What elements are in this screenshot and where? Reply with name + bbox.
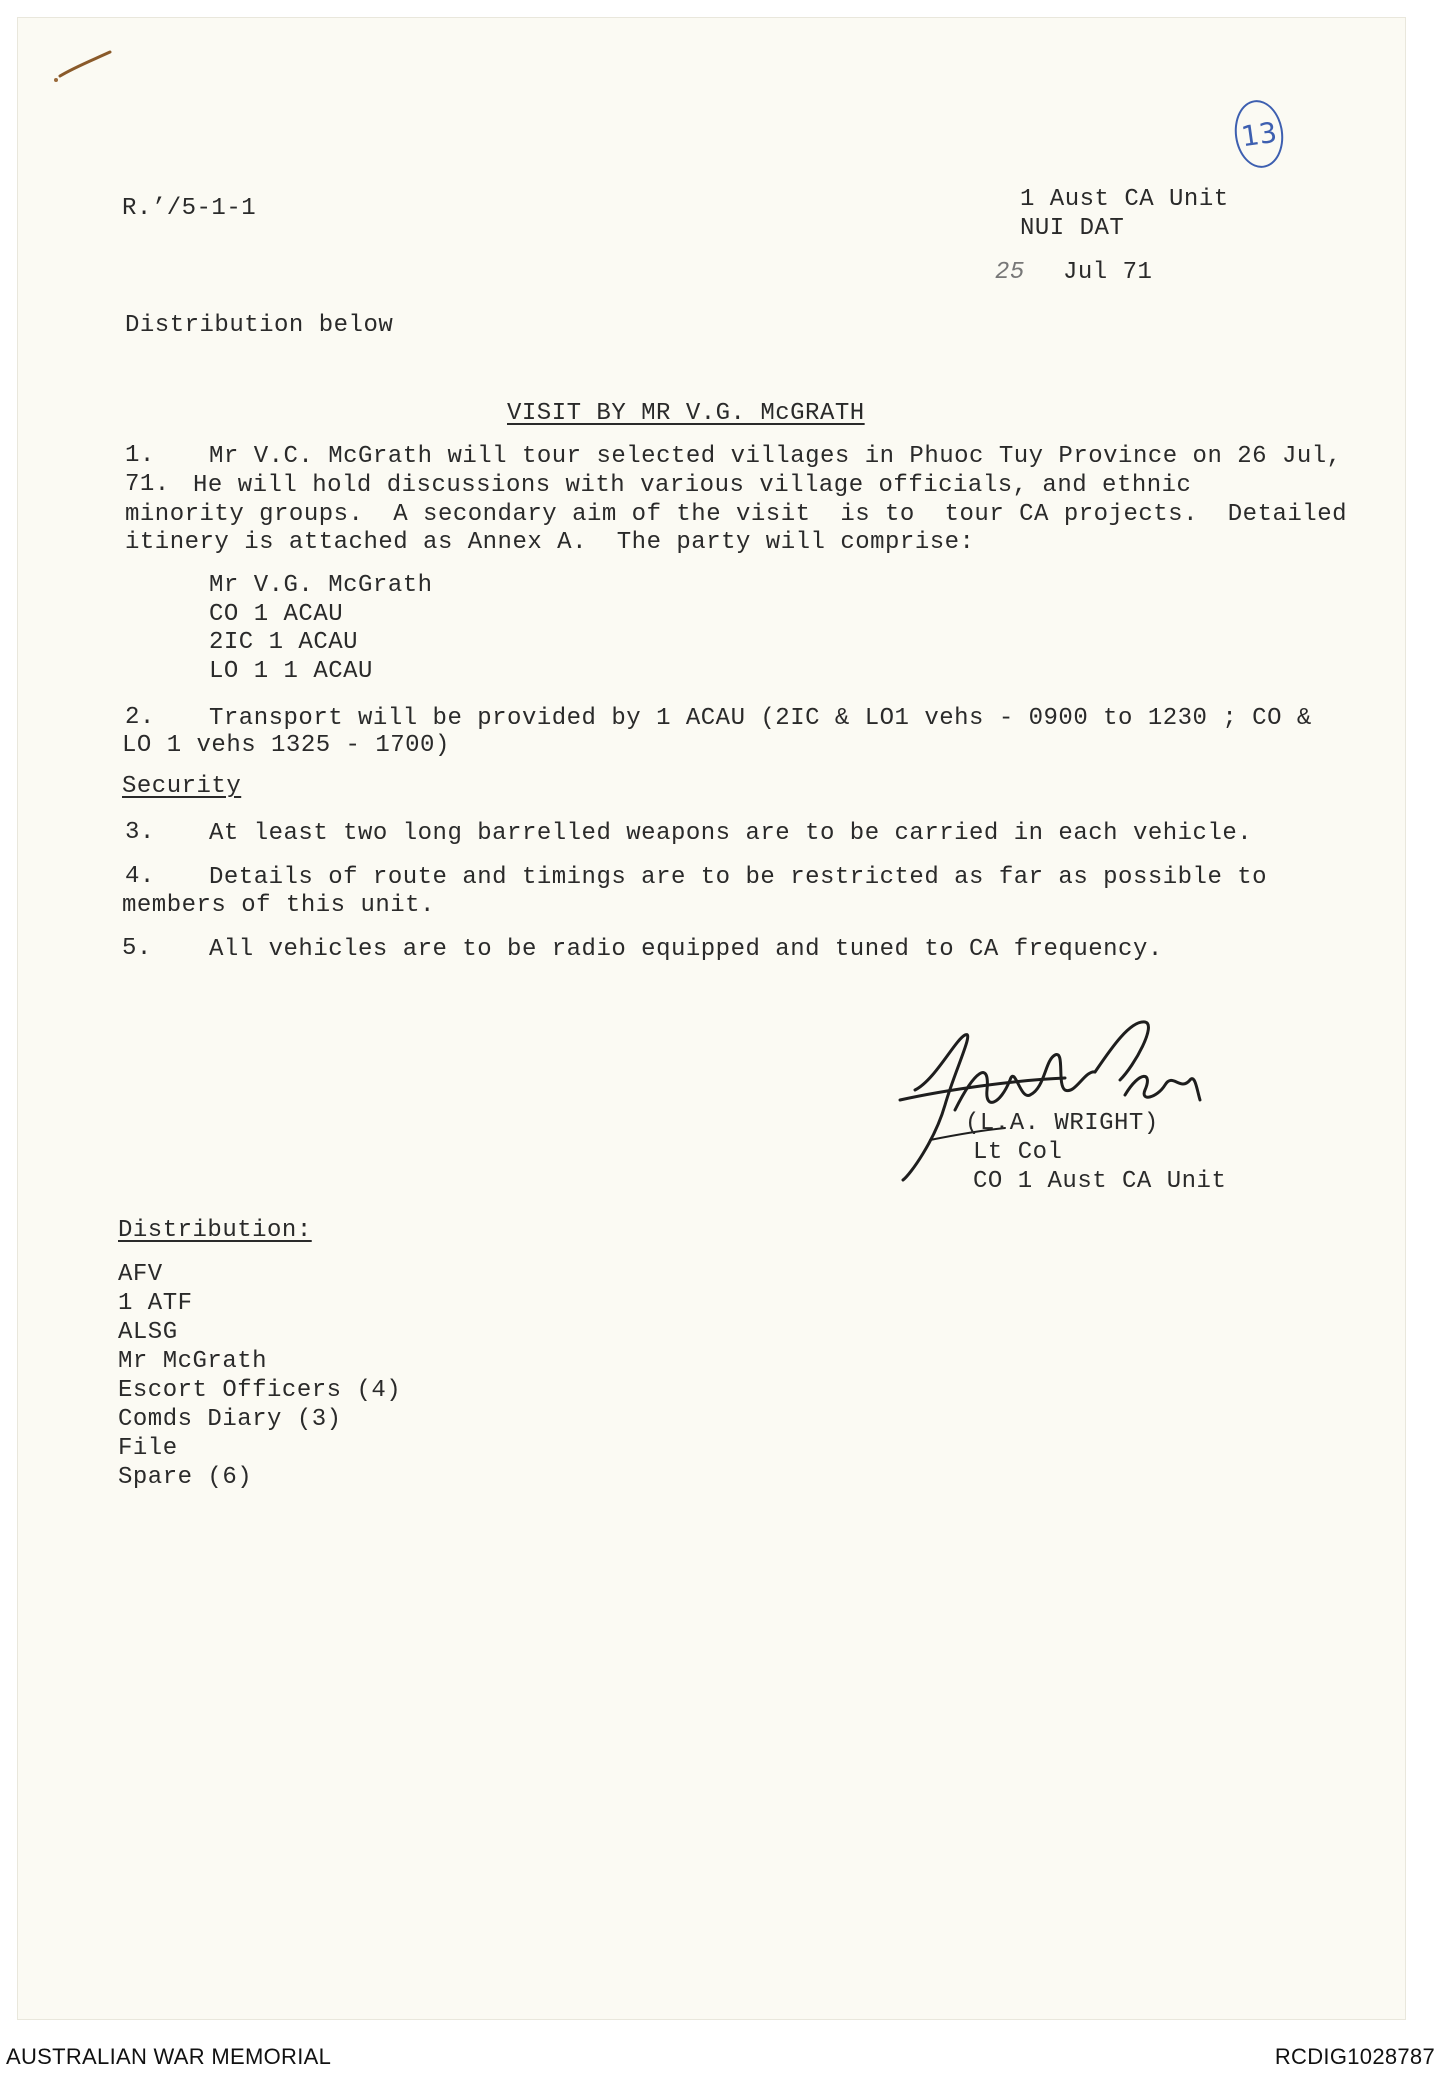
distribution-item: Comds Diary (3) — [118, 1406, 342, 1433]
distribution-note: Distribution below — [125, 312, 394, 339]
party-member: CO 1 ACAU — [209, 601, 344, 628]
para-2-line-2: LO 1 vehs 1325 - 1700) — [122, 732, 450, 759]
para-1-line-2: He will hold discussions with various village officials, and ethnic — [193, 472, 1192, 499]
para-1-line-1: Mr V.C. McGrath will tour selected villages in Phuoc Tuy Province on 26 Jul, — [209, 443, 1342, 470]
para-2-line-1: Transport will be provided by 1 ACAU (2IC & LO1 vehs - 0900 to 1230 ; CO & — [209, 705, 1312, 732]
distribution-heading: Distribution: — [118, 1217, 312, 1244]
distribution-item: File — [118, 1435, 178, 1462]
rust-stain-mark — [48, 48, 118, 98]
sender-unit: 1 Aust CA Unit — [1020, 186, 1229, 213]
distribution-item: Spare (6) — [118, 1464, 253, 1491]
folio-number: 13 — [1231, 97, 1288, 171]
party-member: Mr V.G. McGrath — [209, 572, 433, 599]
distribution-item: ALSG — [118, 1319, 178, 1346]
security-heading: Security — [122, 773, 242, 800]
distribution-item: Mr McGrath — [118, 1348, 268, 1375]
para-5-number: 5. — [122, 935, 152, 962]
para-4-line-2: members of this unit. — [122, 892, 435, 919]
para-1-year: 71. — [125, 471, 170, 498]
handwritten-signature — [895, 1010, 1235, 1190]
distribution-item: AFV — [118, 1261, 163, 1288]
distribution-item: 1 ATF — [118, 1290, 193, 1317]
para-1-line-4: itinery is attached as Annex A. The party will comprise: — [125, 529, 975, 556]
para-5-text: All vehicles are to be radio equipped and tuned to CA frequency. — [209, 936, 1163, 963]
para-1-line-3: minority groups. A secondary aim of the visit is to tour CA projects. Detailed — [125, 501, 1347, 528]
para-3-text: At least two long barrelled weapons are to be carried in each vehicle. — [209, 820, 1253, 847]
date-day: 25 — [995, 259, 1025, 286]
para-4-line-1: Details of route and timings are to be restricted as far as possible to — [209, 864, 1268, 891]
para-2-number: 2. — [125, 704, 155, 731]
date-month-year: Jul 71 — [1063, 259, 1153, 286]
para-1-number: 1. — [125, 442, 155, 469]
para-4-number: 4. — [125, 863, 155, 890]
signatory-appointment: CO 1 Aust CA Unit — [973, 1168, 1227, 1195]
sender-location: NUI DAT — [1020, 215, 1125, 242]
party-member: 2IC 1 ACAU — [209, 629, 359, 656]
footer-record-id: RCDIG1028787 — [1274, 2044, 1435, 2069]
signatory-name: (L.A. WRIGHT) — [965, 1110, 1159, 1137]
document-title: VISIT BY MR V.G. McGRATH — [507, 400, 865, 427]
signatory-rank: Lt Col — [973, 1139, 1063, 1166]
distribution-item: Escort Officers (4) — [118, 1377, 402, 1404]
file-reference: R.’/5-1-1 — [122, 195, 257, 222]
party-member: LO 1 1 ACAU — [209, 658, 373, 685]
footer-archive-name: AUSTRALIAN WAR MEMORIAL — [6, 2044, 332, 2069]
para-3-number: 3. — [125, 819, 155, 846]
